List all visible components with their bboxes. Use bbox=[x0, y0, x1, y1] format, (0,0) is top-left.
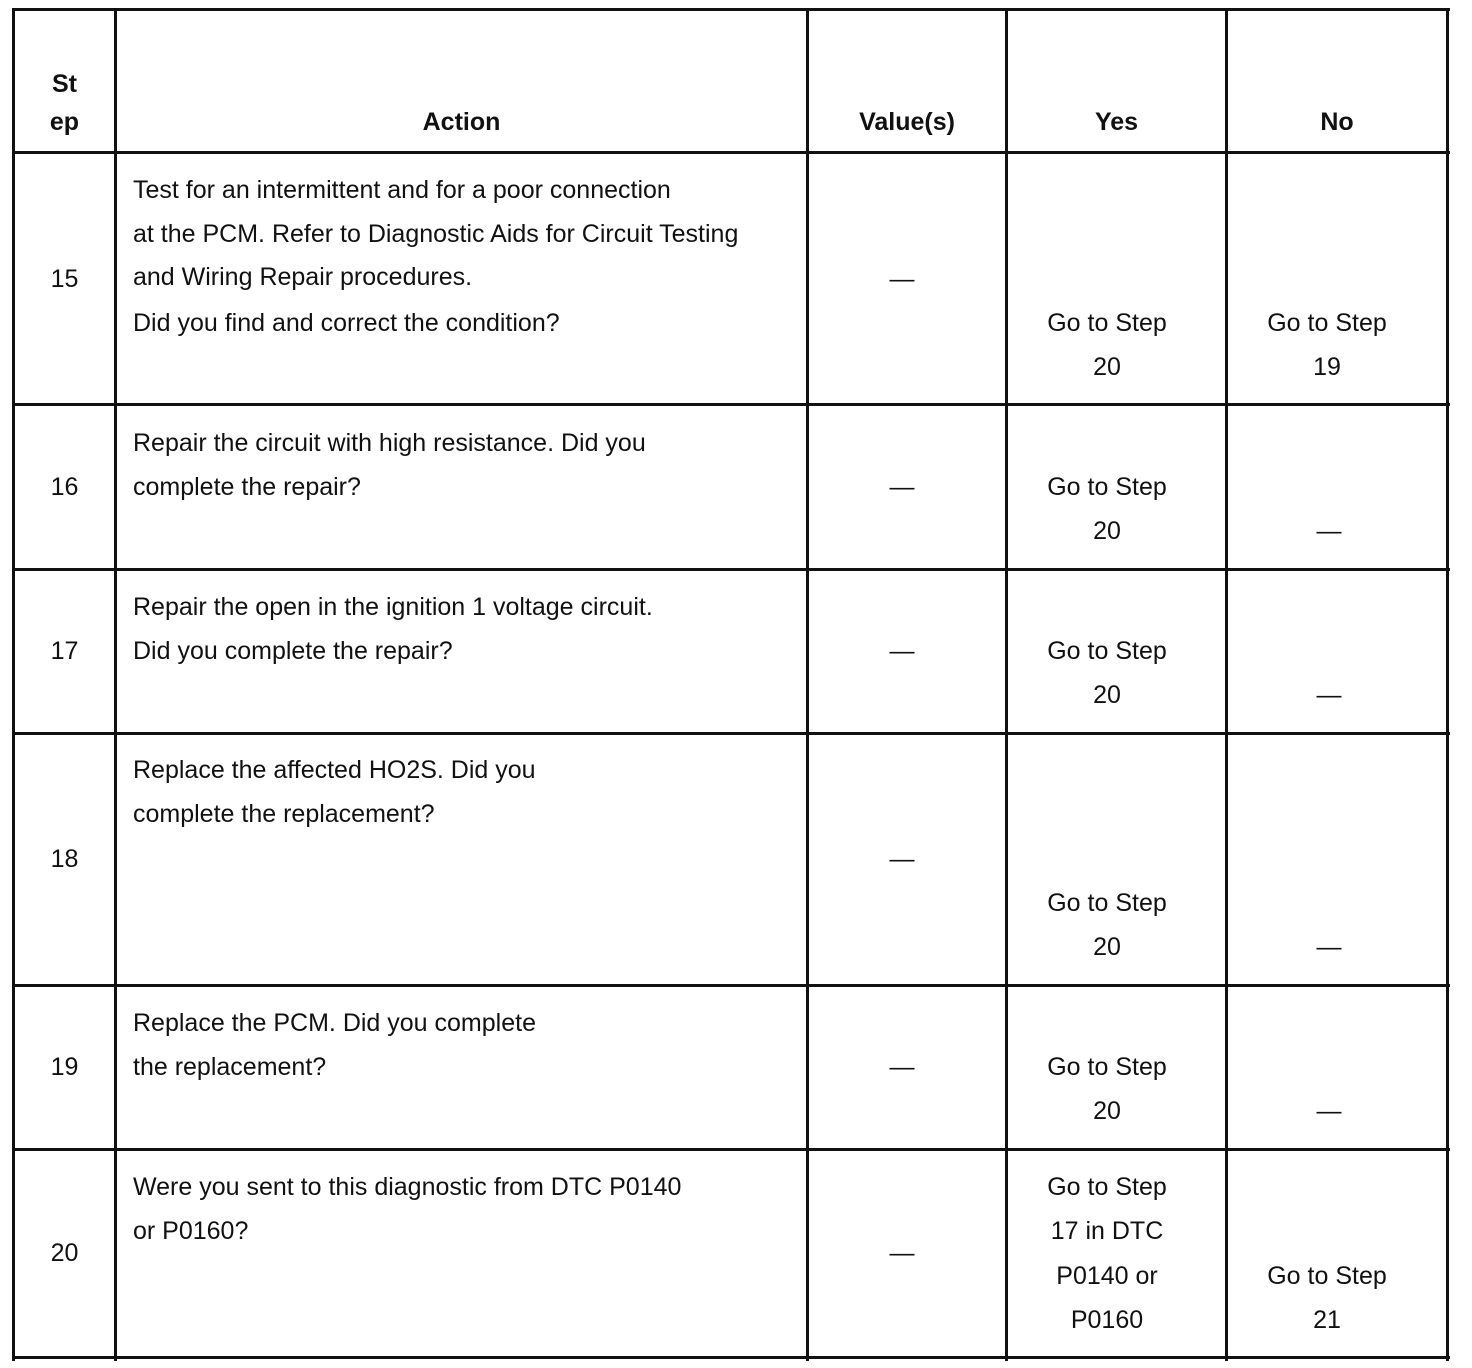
action-text-line: Replace the PCM. Did you complete bbox=[133, 1009, 536, 1037]
yes-cell-line: Go to Step bbox=[1047, 1173, 1167, 1201]
value-dash: — bbox=[889, 473, 915, 501]
no-cell-line: Go to Step bbox=[1267, 1262, 1387, 1290]
action-text-line: Were you sent to this diagnostic from DTC P0140 bbox=[133, 1173, 682, 1201]
yes-cell-line: Go to Step bbox=[1047, 637, 1167, 665]
no-cell-dash: — bbox=[1316, 1097, 1342, 1125]
yes-cell-line: P0160 bbox=[1070, 1306, 1144, 1334]
action-text-line: Test for an intermittent and for a poor connection bbox=[133, 176, 671, 204]
header-values: Value(s) bbox=[859, 108, 955, 136]
value-dash: — bbox=[889, 845, 915, 873]
value-dash: — bbox=[889, 637, 915, 665]
row-divider bbox=[12, 732, 1450, 735]
no-cell-dash: — bbox=[1316, 517, 1342, 545]
yes-cell-line: 17 in DTC bbox=[1050, 1217, 1164, 1245]
action-text-line: complete the replacement? bbox=[133, 800, 435, 828]
action-text-line: Repair the open in the ignition 1 voltage circuit. bbox=[133, 593, 653, 621]
step-number: 20 bbox=[50, 1239, 79, 1267]
step-number: 19 bbox=[50, 1053, 79, 1081]
column-divider bbox=[806, 8, 809, 1361]
row-divider bbox=[12, 403, 1450, 406]
action-text-line: Repair the circuit with high resistance. Did you bbox=[133, 429, 646, 457]
yes-cell-line: 20 bbox=[1093, 1097, 1121, 1125]
yes-cell-line: 20 bbox=[1093, 353, 1121, 381]
action-text-line: and Wiring Repair procedures. bbox=[133, 263, 473, 291]
table-border-left bbox=[12, 8, 15, 1361]
no-cell-line: 21 bbox=[1313, 1306, 1341, 1334]
header-yes: Yes bbox=[1094, 108, 1139, 136]
yes-cell-line: P0140 or bbox=[1056, 1262, 1158, 1290]
no-cell-line: 19 bbox=[1313, 353, 1341, 381]
yes-cell-line: Go to Step bbox=[1047, 889, 1167, 917]
action-text-line: complete the repair? bbox=[133, 473, 361, 501]
table-border-right bbox=[1446, 8, 1449, 1361]
value-dash: — bbox=[889, 1053, 915, 1081]
table-border-top bbox=[12, 8, 1450, 11]
value-dash: — bbox=[889, 1239, 915, 1267]
value-dash: — bbox=[889, 265, 915, 293]
action-text-line: or P0160? bbox=[133, 1217, 249, 1245]
row-divider bbox=[12, 568, 1450, 571]
no-cell-dash: — bbox=[1316, 681, 1342, 709]
action-text-line: the replacement? bbox=[133, 1053, 327, 1081]
yes-cell-line: 20 bbox=[1093, 933, 1121, 961]
header-no: No bbox=[1320, 108, 1354, 136]
action-text-line: at the PCM. Refer to Diagnostic Aids for Circuit Testing bbox=[133, 220, 739, 248]
yes-cell-line: Go to Step bbox=[1047, 309, 1167, 337]
header-divider bbox=[12, 151, 1450, 154]
row-divider bbox=[12, 1148, 1450, 1151]
action-text-line: Did you complete the repair? bbox=[133, 637, 453, 665]
no-cell-dash: — bbox=[1316, 933, 1342, 961]
step-number: 18 bbox=[50, 845, 79, 873]
column-divider bbox=[114, 8, 117, 1361]
header-step-line2: ep bbox=[49, 108, 80, 136]
yes-cell-line: 20 bbox=[1093, 681, 1121, 709]
row-divider bbox=[12, 984, 1450, 987]
step-number: 17 bbox=[50, 637, 79, 665]
header-step-line1: St bbox=[52, 70, 77, 98]
action-text-line: Replace the affected HO2S. Did you bbox=[133, 756, 536, 784]
header-action: Action bbox=[422, 108, 501, 136]
step-number: 15 bbox=[50, 265, 79, 293]
no-cell-line: Go to Step bbox=[1267, 309, 1387, 337]
step-number: 16 bbox=[50, 473, 79, 501]
yes-cell-line: 20 bbox=[1093, 517, 1121, 545]
action-text-line: Did you find and correct the condition? bbox=[133, 309, 560, 337]
table-border-bottom bbox=[12, 1356, 1450, 1359]
yes-cell-line: Go to Step bbox=[1047, 1053, 1167, 1081]
yes-cell-line: Go to Step bbox=[1047, 473, 1167, 501]
